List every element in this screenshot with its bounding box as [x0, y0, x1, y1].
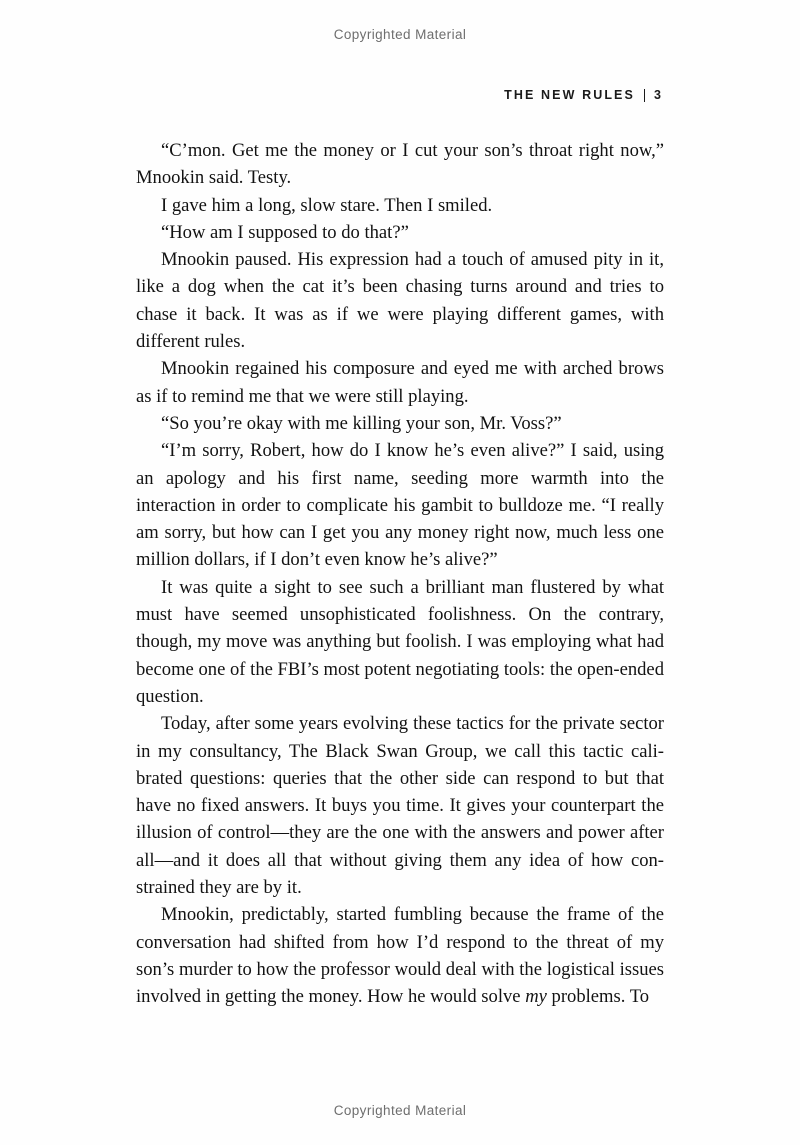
- paragraph: Today, after some years evolving these tactics for the private sector in my consultancy, The Black Swan Group, we call this tactic calibrated questions: queries that the other side can respond to but that have no fixed answers. It buys you time. It gives your counterpart the illusion of control—they are the one with the answers and power after all—and it does all that without giving them any idea of how constrained they are by it.: [136, 713, 664, 899]
- copyright-watermark-bottom: Copyrighted Material: [333, 1103, 467, 1118]
- paragraph: “C’mon. Get me the money or I cut your son’s throat right now,” Mnookin said. Testy.: [136, 140, 664, 189]
- paragraph: Mnookin regained his composure and eyed me with arched brows as if to remind me that we were still playing.: [136, 358, 664, 407]
- body-text: [136, 137, 664, 1011]
- paragraph: “I’m sorry, Robert, how do I know he’s even alive?” I said, using an apology and his first name, seeding more warmth into the interaction in order to complicate his gambit to bulldoze me. “I really am sorry, but how can I get you any money right now, much less one million dollars, if I don’t even know he’s alive?”: [136, 440, 664, 571]
- paragraph-final-emphasis: my: [525, 986, 547, 1008]
- paragraph: “How am I supposed to do that?”: [161, 221, 409, 243]
- paragraph: “So you’re okay with me killing your son, Mr. Voss?”: [161, 412, 562, 434]
- paragraph: It was quite a sight to see such a brilliant man flustered by what must have seemed unsophisticated foolishness. On the contrary, though, my move was anything but foolish. I was employing what had become one of the FBI’s most potent negotiating tools: the open-ended question.: [136, 576, 664, 707]
- running-head: [504, 88, 663, 102]
- copyright-watermark-top: Copyrighted Material: [333, 27, 467, 42]
- running-head-title: THE NEW RULES: [504, 88, 635, 102]
- running-head-divider: [644, 89, 645, 102]
- paragraph: I gave him a long, slow stare. Then I smiled.: [161, 194, 493, 216]
- page-number: 3: [653, 88, 663, 102]
- paragraph-final: [136, 901, 664, 1010]
- paragraph: Mnookin paused. His expression had a touch of amused pity in it, like a dog when the cat it’s been chasing turns around and tries to chase it back. It was as if we were playing different games, with different rules.: [136, 249, 664, 353]
- paragraph-final-after: problems. To: [546, 986, 650, 1008]
- paragraph-final-before: Mnookin, predictably, started fumbling because the frame of the conversation had shifted from how I’d respond to the threat of my son’s murder to how the professor would deal with the logistical issues involved in getting the money. How he would solve: [136, 904, 664, 1008]
